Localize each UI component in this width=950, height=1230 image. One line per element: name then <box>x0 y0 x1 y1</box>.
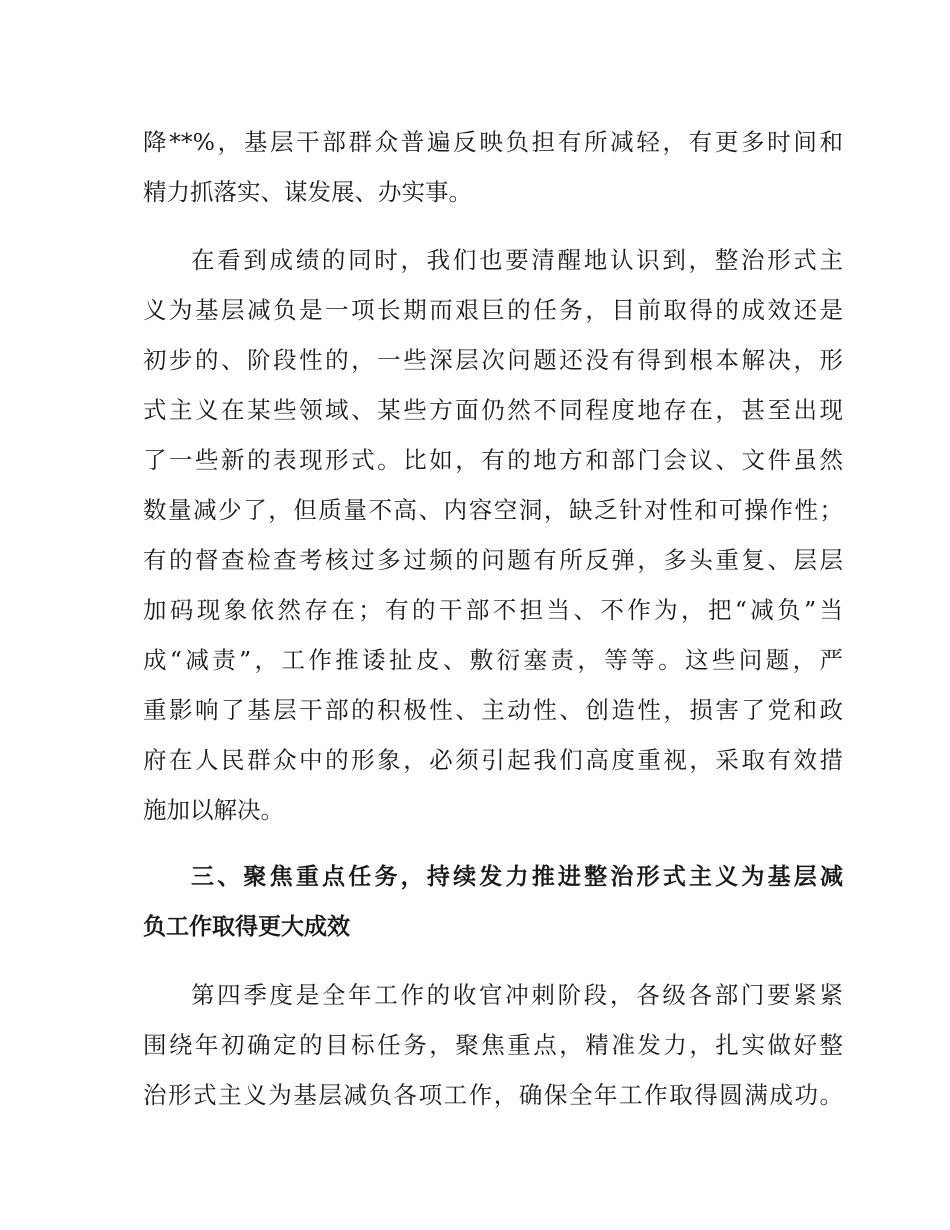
paragraph-line: 式主义在某些领域、某些方面仍然不同程度地存在，甚至出现 <box>143 396 843 424</box>
paragraph-line: 降**%，基层干部群众普遍反映负担有所减轻，有更多时间和 <box>143 128 843 156</box>
paragraph-line: 初步的、阶段性的，一些深层次问题还没有得到根本解决，形 <box>143 346 843 374</box>
paragraph-line: 府在人民群众中的形象，必须引起我们高度重视，采取有效措 <box>143 746 843 774</box>
section-heading-line: 三、聚焦重点任务，持续发力推进整治形式主义为基层减 <box>191 864 843 890</box>
paragraph-line: 第四季度是全年工作的收官冲刺阶段，各级各部门要紧紧 <box>191 981 843 1009</box>
paragraph-line: 治形式主义为基层减负各项工作，确保全年工作取得圆满成功。 <box>143 1081 843 1109</box>
paragraph-line: 加码现象依然存在；有的干部不担当、不作为，把“减负”当 <box>143 596 843 624</box>
paragraph-line: 围绕年初确定的目标任务，聚焦重点，精准发力，扎实做好整 <box>143 1031 843 1059</box>
paragraph-line: 有的督查检查考核过多过频的问题有所反弹，多头重复、层层 <box>143 546 843 574</box>
paragraph-line: 义为基层减负是一项长期而艰巨的任务，目前取得的成效还是 <box>143 296 843 324</box>
section-heading-line: 负工作取得更大成效 <box>143 914 350 940</box>
paragraph-line: 精力抓落实、谋发展、办实事。 <box>143 178 472 206</box>
paragraph-line: 数量减少了，但质量不高、内容空洞，缺乏针对性和可操作性； <box>143 496 843 524</box>
paragraph-line: 在看到成绩的同时，我们也要清醒地认识到，整治形式主 <box>191 246 843 274</box>
paragraph-line: 重影响了基层干部的积极性、主动性、创造性，损害了党和政 <box>143 696 843 724</box>
paragraph-line: 了一些新的表现形式。比如，有的地方和部门会议、文件虽然 <box>143 446 843 474</box>
paragraph-line: 成“减责”，工作推诿扯皮、敷衍塞责，等等。这些问题，严 <box>143 646 843 674</box>
paragraph-line: 施加以解决。 <box>143 796 284 824</box>
